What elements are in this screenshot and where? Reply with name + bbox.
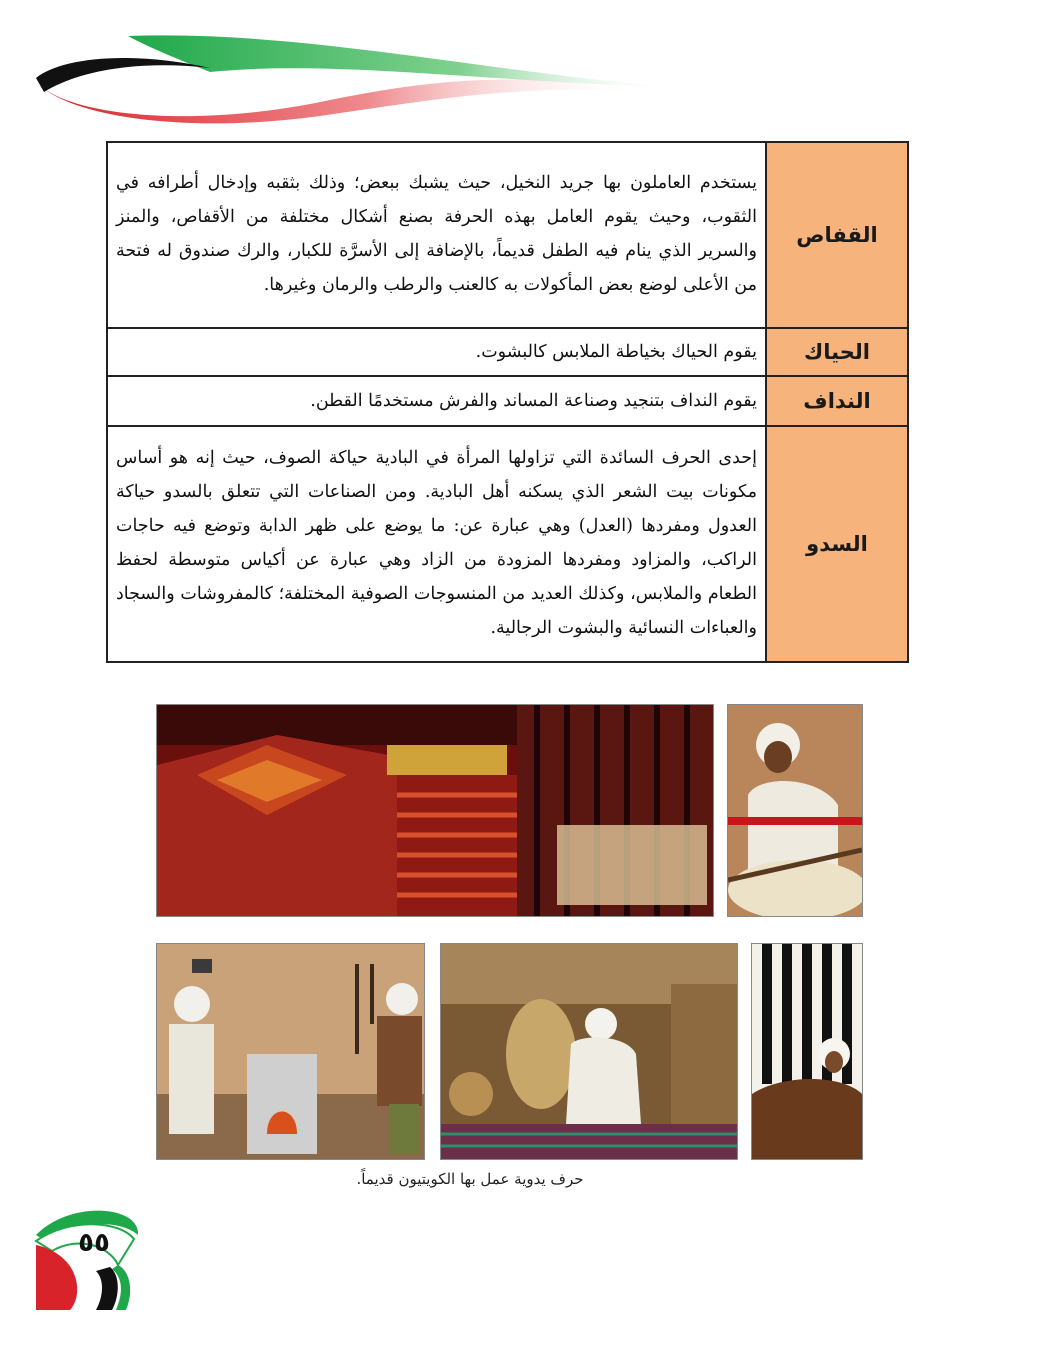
wool-carding-photo	[727, 704, 863, 917]
craft-name-cell: القفاص	[766, 142, 908, 328]
table-row	[107, 426, 908, 662]
photos-caption: حرف يدوية عمل بها الكويتيون قديماً.	[356, 1170, 584, 1188]
craft-description-cell: يستخدم العاملون بها جريد النخيل، حيث يشبك ببعض؛ وذلك بثقبه وإدخال أطرافه في الثقوب، وحيث يقوم العامل بهذه الحرفة بصنع أشكال مختلفة من الأقفاص، والمنز والسرير الذي ينام فيه الطفل قديماً، بالإضافة إلى الأسرَّة للكبار، والرك صندوق له فتحة من الأعلى لوضع بعض المأكولات به كالعنب والرطب والرمان وغيرها.	[107, 142, 766, 328]
page-number: ٥٥	[78, 1228, 110, 1258]
table-row	[107, 142, 908, 328]
page-badge-decoration	[0, 1205, 150, 1315]
craft-name-cell: الحياك	[766, 328, 908, 376]
craft-name-cell: السدو	[766, 426, 908, 662]
table-row	[107, 328, 908, 376]
table-row	[107, 376, 908, 426]
flag-swoosh-decoration	[0, 0, 700, 135]
craft-description-cell: يقوم النداف بتنجيد وصناعة المساند والفرش مستخدمًا القطن.	[107, 376, 766, 426]
blacksmiths-photo	[156, 943, 425, 1160]
basket-weaver-photo	[440, 943, 738, 1160]
craft-name-cell: النداف	[766, 376, 908, 426]
sadu-weaver-photo	[751, 943, 863, 1160]
crafts-table	[106, 141, 909, 663]
craft-description-cell: يقوم الحياك بخياطة الملابس كالبشوت.	[107, 328, 766, 376]
textiles-photo	[156, 704, 714, 917]
craft-description-cell: إحدى الحرف السائدة التي تزاولها المرأة في البادية حياكة الصوف، حيث إنه هو أساس مكونات بيت الشعر الذي يسكنه أهل البادية. ومن الصناعات التي تتعلق بالسدو حياكة العدول ومفردها (العدل) وهي عبارة عن: ما يوضع على ظهر الدابة وتوضع فيه حاجات الراكب، والمزاود ومفردها المزودة من الزاد وهي عبارة عن أكياس متوسطة لحفظ الطعام والملابس، وكذلك العديد من المنسوجات الصوفية المختلفة؛ كالمفروشات والسجاد والعباءات النسائية والبشوت الرجالية.	[107, 426, 766, 662]
